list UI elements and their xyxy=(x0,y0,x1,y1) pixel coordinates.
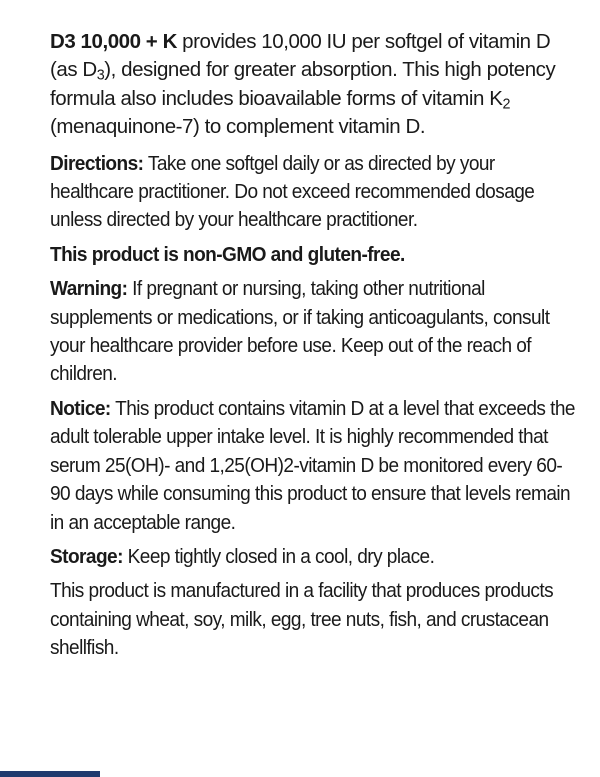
notice-text: This product contains vitamin D at a level that exceeds the adult tolerable upper intake level. It is highly recommended that serum 25(OH)- and 1,25(OH)2-vitamin D be monitored every 60-90 days while consuming this product to ensure that levels remain in an acceptable range. xyxy=(50,396,575,534)
storage-paragraph xyxy=(50,543,580,571)
k2-subscript: 2 xyxy=(502,96,510,113)
product-name: D3 10,000 + K xyxy=(50,30,177,53)
accent-bar xyxy=(0,771,100,777)
warning-text: If pregnant or nursing, taking other nutritional supplements or medications, or if taking anticoagulants, consult your healthcare provider before use. Keep out of the reach of children. xyxy=(50,277,550,386)
product-description xyxy=(50,28,580,142)
storage-label: Storage: xyxy=(50,544,123,568)
product-label-text xyxy=(50,28,580,669)
directions-label: Directions: xyxy=(50,151,144,175)
description-text-2: ), designed for greater absorption. This high potency formula also includes bioavailable forms of vitamin K xyxy=(50,58,556,110)
warning-paragraph xyxy=(50,275,580,389)
notice-paragraph xyxy=(50,395,580,537)
directions-paragraph xyxy=(50,150,580,235)
directions-text: Take one softgel daily or as directed by your healthcare practitioner. Do not exceed recommended dosage unless directed by your healthcare practitioner. xyxy=(50,151,535,232)
description-text-3: (menaquinone-7) to complement vitamin D. xyxy=(50,115,426,139)
description-text-1: provides 10,000 IU per softgel of vitamin D (as D xyxy=(50,30,551,82)
allergen-statement xyxy=(50,577,580,662)
notice-label: Notice: xyxy=(50,396,111,420)
non-gmo-statement xyxy=(50,241,580,269)
non-gmo-text: This product is non-GMO and gluten-free. xyxy=(50,242,405,266)
storage-text: Keep tightly closed in a cool, dry place. xyxy=(122,544,435,568)
d3-subscript: 3 xyxy=(96,67,105,84)
allergen-text: This product is manufactured in a facility that produces products containing wheat, soy, milk, egg, tree nuts, fish, and crustacean shellfish. xyxy=(50,579,554,660)
warning-label: Warning: xyxy=(50,277,128,301)
